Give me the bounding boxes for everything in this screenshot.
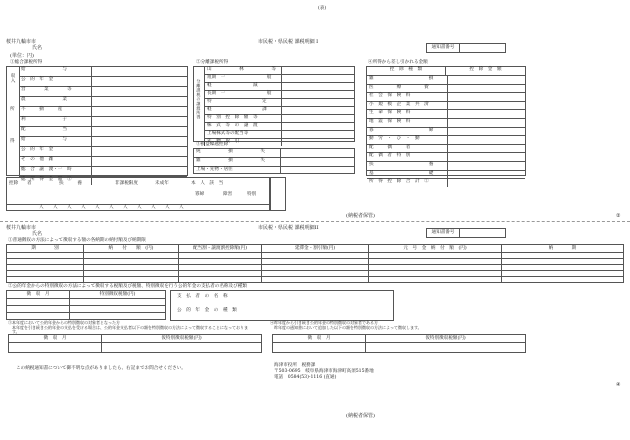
table-row: 上場株式等の配当等: [205, 131, 355, 139]
table-header-row: 徴 収 月 仮特別徴収税額(円): [273, 335, 526, 343]
table-header-row: 徴 収 月 仮特別徴収税額(円): [9, 335, 262, 343]
city-name-2: 桜井九輪市市: [6, 225, 37, 231]
table-row: [7, 313, 166, 320]
table-row: 地 震 保 険 料: [367, 119, 525, 128]
pension-withholding-table: [6, 290, 166, 320]
contact-office: 海津市役所 税務課: [274, 363, 316, 368]
table-row: 不 動 産: [19, 107, 187, 117]
table-row: [9, 343, 262, 353]
table-row: [7, 299, 166, 306]
contact-phone: 電話 0584(53)-1116 (直通): [274, 375, 337, 380]
table-row: 社 会 保 険 料: [367, 93, 525, 102]
section-2-table: [193, 66, 355, 142]
notice-number-box-2: 通知書番号: [426, 228, 506, 238]
table-row: 生 命 保 険 料: [367, 110, 525, 119]
note-4-title: ④昨年度から引き続き公的年金の特別徴収の対象者である方: [270, 320, 378, 325]
table-row: 公 的 年 金: [19, 147, 187, 157]
table-row: 給 与: [19, 67, 187, 77]
dependents-table: 控除 者 扶 養 非課税限度 未成年 本 人 該 当 寡婦 障害 特別 人 人 人 人 人 人 人 人 人 人 人: [6, 177, 270, 211]
pension-type-label: 公 的 年 金 の 種 類: [177, 308, 237, 313]
extra-box: [270, 177, 286, 211]
table-row: 配 当: [19, 127, 187, 137]
note-3-title: ③本年度において公的年金からの特別徴収の対象者となった方: [8, 320, 120, 325]
table-row: 純 損 失: [194, 149, 354, 158]
page1-title: 市民税・県民税 課税明細 I: [258, 39, 319, 45]
table-row: 小 規 模 企 業 共 済: [367, 102, 525, 111]
note-3-body: 本年度を引き続き公的年金の支払を受ける場合は、公的年金支払者以下の額を特別徴収の方法によって徴収することになっております。: [12, 325, 248, 335]
table-header-row: 控 除 種 類 控 除 金 額: [367, 67, 525, 76]
section-2-title: ②分離課税所得: [196, 60, 229, 65]
table-row: 軽 課: [205, 107, 355, 115]
page2-footer: (納税者保管): [346, 413, 375, 419]
table-row: 特 別 控 除 額 等: [205, 115, 355, 123]
contact-address: 〒503-0695 岐阜県海津市海津町高須515番地: [274, 369, 374, 374]
table-row: [7, 306, 166, 313]
table-row: そ の 他 雑: [19, 157, 187, 167]
table-row: 雑 損 失: [194, 158, 354, 167]
page1-number: ②: [616, 213, 621, 219]
table-row: 配 偶 者: [367, 145, 525, 154]
table-row: 基 礎: [367, 171, 525, 180]
table-row: 総 所 得 金 額 ①: [19, 177, 187, 185]
table-row: 株 式 等 の 譲 渡: [205, 123, 355, 131]
p2-section-1-title: ①普通徴収の方法によって徴収する額の各納期の納付額及び納期限: [8, 238, 146, 243]
note-4-body: 昨年度の通知書において追加した以下の額を特別徴収の方法によって徴収します。: [274, 325, 422, 330]
table-row: 雑 損: [367, 76, 525, 85]
table-row: 特 定: [205, 99, 355, 107]
section-3-title: ③損益繰越控除: [196, 142, 229, 147]
table-row: 総 合 譲 渡・一 時: [19, 167, 187, 177]
page1-footer: (納税者保管): [346, 213, 375, 219]
provisional-withholding-table-4: [272, 334, 526, 353]
city-name: 桜井九輪市市: [6, 39, 37, 45]
table-row: 農 業: [19, 97, 187, 107]
table-row: 所 得 控 除 合 計 ②: [367, 179, 525, 187]
p2-section-2-title: ②公的年金からの特別徴収の方法によって徴収する税額及び税額、特別徴収を行う公的年金の支払者の名称及び種類: [8, 284, 247, 289]
table-row: 短期 一 般: [205, 75, 355, 83]
page2-number: ④: [616, 382, 621, 388]
toku-group-label: 得: [10, 139, 15, 144]
table-row: 扶 養: [367, 162, 525, 171]
section-3-table: [193, 148, 355, 174]
table-row: 上場・先物・居住: [194, 167, 354, 174]
table-header-row: 徴 収 月 特別徴収税額(円): [7, 291, 166, 299]
table-row: 先 物 取 引: [205, 139, 355, 146]
section-1-rows: [19, 67, 187, 185]
table-row: [7, 277, 624, 283]
table-row: 寡 婦: [367, 128, 525, 137]
notice-number-label: 通知書番号: [427, 44, 460, 53]
section-1-title: ①総合課税所得: [10, 60, 43, 65]
table-row: 医 療 費: [367, 85, 525, 94]
table-row: 山 林 等: [205, 67, 355, 75]
section-1-table: [6, 66, 188, 182]
notice-number-box: [426, 43, 506, 53]
closing-note: この納税通知書について御不明な点がありましたら、右記までお問合せください。: [16, 366, 186, 371]
table-row: 配 偶 者 特 別: [367, 153, 525, 162]
unit-label: (単位：円): [10, 53, 34, 59]
taxpayer-name-label: 氏名: [32, 45, 43, 51]
taxpayer-name-label-2: 氏名: [32, 231, 43, 237]
page2-title: 市民税・県民税 課税明細II: [258, 225, 319, 231]
table-row: 勤 労 ・ ひ ・ 勤: [367, 136, 525, 145]
table-row: 長期 一 般: [205, 91, 355, 99]
table-row: [273, 343, 526, 353]
table-header-row: 期 別 納 付 額 (円) 配当割・譲渡割控除額(円) 延滞金・割引額(円) 元 号 金 納 付 額 (円) 納 期: [7, 245, 624, 253]
provisional-withholding-table-3: [8, 334, 262, 353]
paren-label: (表): [318, 6, 327, 11]
table-row: 給 与: [19, 137, 187, 147]
separate-transfer-label: 分離課税の譲渡所得: [196, 79, 202, 120]
shotoku-group-label: 所: [10, 107, 15, 112]
table-row: 営 業 等: [19, 87, 187, 97]
section-4-title: ④所得から差し引かれる金額: [368, 60, 428, 65]
notice-number-value: [460, 44, 506, 53]
payment-schedule-table: [6, 244, 624, 283]
payer-name-label: 支 払 者 の 名 称: [177, 294, 228, 299]
page-divider: [0, 221, 630, 222]
table-row: 軽 減: [205, 83, 355, 91]
table-row: 公 的 年 金: [19, 77, 187, 87]
income-group-label: 収入: [10, 73, 16, 84]
section-4-table: [366, 66, 526, 185]
table-row: 利 子: [19, 117, 187, 127]
payer-info-box: [170, 290, 394, 321]
